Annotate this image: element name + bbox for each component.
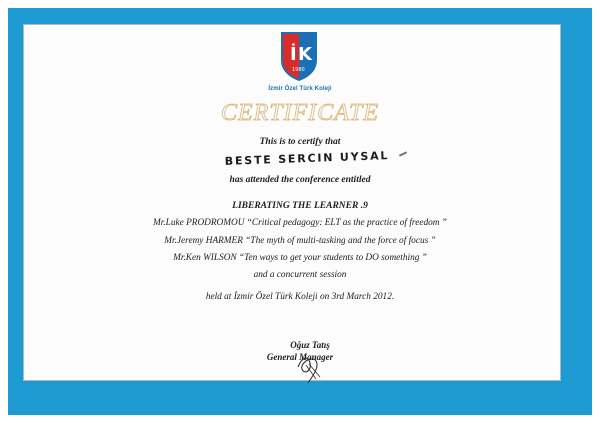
school-name: İzmir Özel Türk Koleji [268, 86, 332, 92]
attended-text: has attended the conference entitled [229, 175, 371, 185]
manager-title: General Manager [266, 352, 334, 362]
svg-text:İ: İ [290, 44, 297, 65]
session-line: Mr.Jeremy HARMER “The myth of multi-tasking and the force of focus ” [164, 236, 436, 246]
session-line: Mr.Ken WILSON “Ten ways to get your students to DO something ” [173, 253, 427, 263]
svg-text:1980: 1980 [292, 67, 305, 73]
certificate-title: CERTIFICATE [220, 100, 380, 126]
intro-text: This is to certify that [259, 137, 341, 147]
svg-text:K: K [298, 44, 312, 65]
manager-name: Oğuz Tatış [290, 340, 330, 350]
conference-title: LIBERATING THE LEARNER .9 [232, 201, 368, 211]
recipient-name: BESTE SERCIN UYSAL [224, 149, 390, 168]
held-at-text: held at İzmir Özel Türk Koleji on 3rd March 2012. [205, 292, 395, 302]
school-logo [277, 30, 321, 82]
concurrent-session-text: and a concurrent session [253, 270, 347, 280]
session-line: Mr.Luke PRODROMOU “Critical pedagogy: ELT as the practice of freedom ” [153, 218, 447, 228]
